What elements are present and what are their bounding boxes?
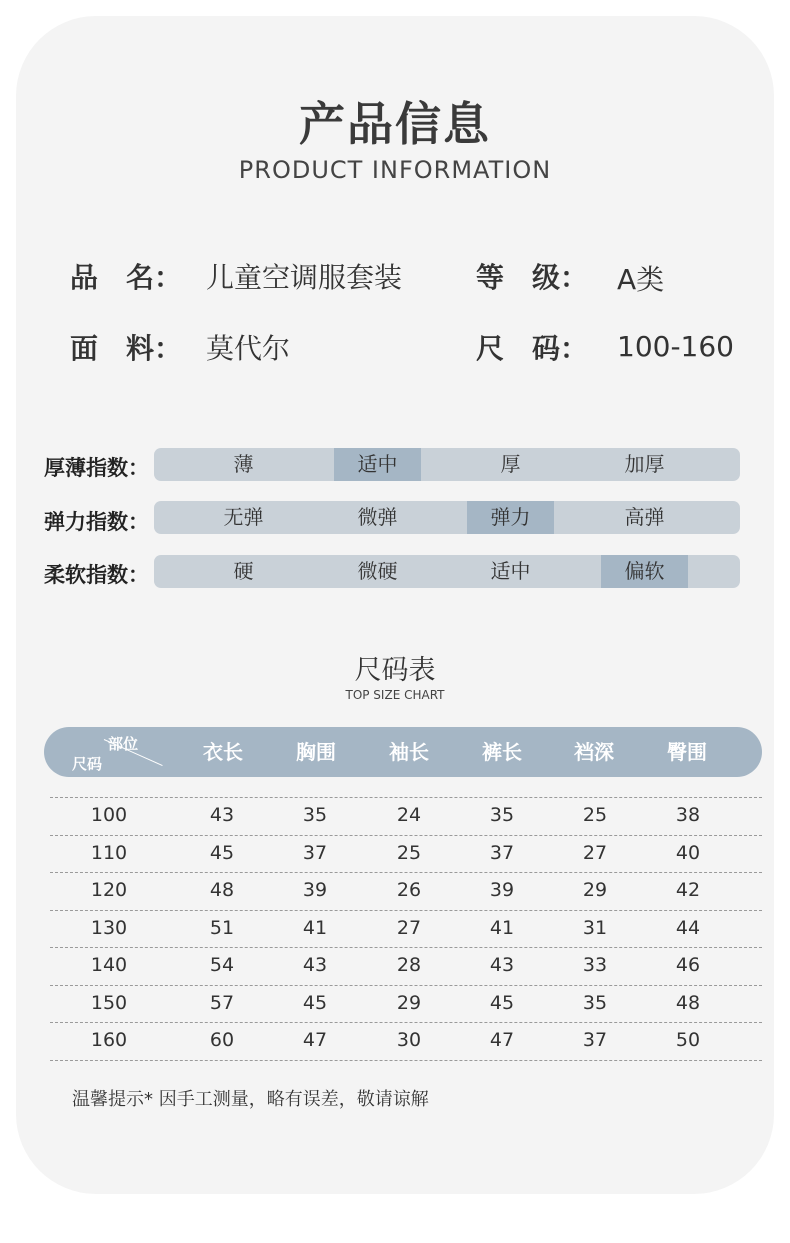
name-label: 品 名： (70, 261, 183, 294)
header-cell: 袖长 (389, 740, 429, 764)
softness-option: 偏软 (601, 555, 688, 588)
measurement-cell: 25 (396, 841, 422, 864)
measurement-cell: 45 (209, 841, 235, 864)
fabric-value: 莫代尔 (206, 332, 291, 365)
measurement-cell: 35 (582, 991, 608, 1014)
table-row (0, 947, 790, 984)
header-cell: 胸围 (296, 740, 336, 764)
measurement-cell: 48 (675, 991, 701, 1014)
measurement-cell: 45 (302, 991, 328, 1014)
measurement-cell: 39 (489, 879, 515, 901)
softness-index-bar (154, 555, 740, 588)
elasticity-option: 微弹 (357, 505, 398, 529)
size-value: 100-160 (617, 330, 734, 363)
measurement-cell: 30 (396, 1029, 422, 1051)
measurement-cell: 29 (582, 879, 608, 901)
page-subtitle: PRODUCT INFORMATION (238, 156, 552, 184)
thickness-option: 适中 (334, 448, 421, 481)
grade-label: 等 级： (476, 261, 589, 294)
softness-option: 微硬 (357, 559, 398, 583)
table-row (0, 797, 790, 834)
measurement-cell: 28 (396, 954, 422, 976)
measurement-cell: 43 (302, 954, 328, 976)
measurement-cell: 26 (396, 879, 422, 901)
measurement-cell: 27 (582, 841, 608, 864)
corner-size-label: 尺码 (72, 755, 103, 773)
page-title: 产品信息 (299, 97, 491, 151)
size-chart-title: 尺码表 (354, 655, 436, 686)
measurement-cell: 29 (396, 991, 422, 1014)
table-row (0, 872, 790, 909)
size-cell: 140 (90, 954, 128, 976)
size-table-header (44, 727, 762, 777)
measurement-cell: 54 (209, 954, 235, 976)
measurement-cell: 27 (396, 916, 422, 939)
measurement-cell: 40 (675, 841, 701, 864)
measurement-note: 温馨提示* 因手工测量，略有误差，敬请谅解 (72, 1089, 429, 1110)
softness-index-label: 柔软指数： (44, 563, 149, 587)
measurement-cell: 35 (489, 804, 515, 826)
softness-option: 硬 (233, 559, 254, 583)
measurement-cell: 43 (209, 804, 235, 826)
thickness-option: 厚 (500, 452, 521, 476)
table-row (0, 910, 790, 947)
size-cell: 150 (90, 991, 128, 1014)
measurement-cell: 37 (582, 1029, 608, 1051)
measurement-cell: 41 (302, 916, 328, 939)
measurement-cell: 50 (675, 1029, 701, 1051)
table-row (0, 1022, 790, 1059)
elasticity-index-bar (154, 501, 740, 534)
grade-value: A类 (617, 263, 665, 296)
measurement-cell: 47 (302, 1029, 328, 1051)
measurement-cell: 37 (302, 841, 328, 864)
thickness-option: 加厚 (624, 452, 665, 476)
measurement-cell: 45 (489, 991, 515, 1014)
measurement-cell: 39 (302, 879, 328, 901)
size-cell: 100 (90, 804, 128, 826)
thickness-index-bar (154, 448, 740, 481)
measurement-cell: 46 (675, 954, 701, 976)
measurement-cell: 43 (489, 954, 515, 976)
table-row (0, 985, 790, 1022)
header-cell: 裤长 (482, 740, 522, 764)
measurement-cell: 38 (675, 804, 701, 826)
header-cell: 臀围 (667, 740, 707, 764)
header-cell: 衣长 (203, 740, 243, 764)
size-chart-subtitle: TOP SIZE CHART (345, 688, 445, 702)
measurement-cell: 47 (489, 1029, 515, 1051)
elasticity-option: 弹力 (467, 501, 554, 534)
size-cell: 110 (90, 841, 128, 864)
measurement-cell: 24 (396, 804, 422, 826)
measurement-cell: 57 (209, 991, 235, 1014)
softness-option: 适中 (490, 559, 531, 583)
name-value: 儿童空调服套装 (206, 261, 403, 294)
size-cell: 120 (90, 879, 128, 901)
elasticity-index-label: 弹力指数： (44, 510, 149, 534)
measurement-cell: 25 (582, 804, 608, 826)
measurement-cell: 51 (209, 916, 235, 939)
measurement-cell: 60 (209, 1029, 235, 1051)
measurement-cell: 42 (675, 879, 701, 901)
thickness-index-label: 厚薄指数： (44, 456, 149, 480)
table-row (0, 835, 790, 872)
header-cell: 裆深 (574, 740, 614, 764)
size-label: 尺 码： (476, 332, 589, 365)
size-cell: 160 (90, 1029, 128, 1051)
measurement-cell: 48 (209, 879, 235, 901)
measurement-cell: 37 (489, 841, 515, 864)
size-cell: 130 (90, 916, 128, 939)
thickness-option: 薄 (233, 452, 254, 476)
elasticity-option: 无弹 (223, 505, 264, 529)
measurement-cell: 41 (489, 916, 515, 939)
fabric-label: 面 料： (70, 332, 183, 365)
measurement-cell: 31 (582, 916, 608, 939)
row-divider (50, 1060, 762, 1061)
measurement-cell: 44 (675, 916, 701, 939)
measurement-cell: 33 (582, 954, 608, 976)
measurement-cell: 35 (302, 804, 328, 826)
elasticity-option: 高弹 (624, 505, 665, 529)
corner-part-label: 部位 (108, 735, 139, 753)
